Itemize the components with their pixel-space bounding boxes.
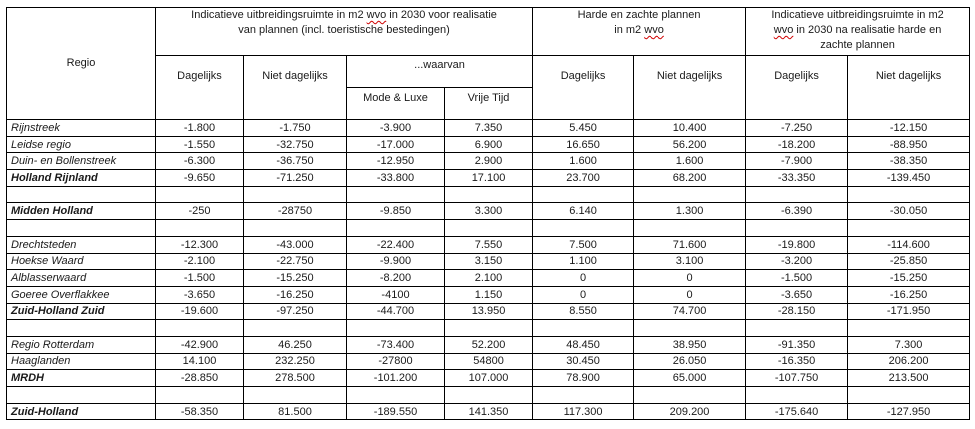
value-cell: -127.950 — [848, 403, 970, 420]
value-cell: 14.100 — [156, 353, 244, 370]
value-cell: 71.600 — [634, 236, 746, 253]
value-cell: 0 — [533, 286, 634, 303]
value-cell: -12.150 — [848, 120, 970, 137]
value-cell: -36.750 — [244, 153, 347, 170]
value-cell: -107.750 — [746, 370, 848, 387]
empty-cell — [746, 387, 848, 404]
spacer-row — [7, 186, 970, 203]
value-cell: 0 — [634, 270, 746, 287]
table-row — [7, 253, 970, 270]
region-name: Duin- en Bollenstreek — [7, 153, 156, 170]
table-row — [7, 120, 970, 137]
region-name: Haaglanden — [7, 353, 156, 370]
value-cell: 7.550 — [445, 236, 533, 253]
value-cell: -7.250 — [746, 120, 848, 137]
value-cell: -3.650 — [746, 286, 848, 303]
value-cell: -2.100 — [156, 253, 244, 270]
header-niet-dagelijks: Niet dagelijks — [244, 56, 347, 120]
value-cell: -30.050 — [848, 203, 970, 220]
spacer-row — [7, 320, 970, 337]
region-name: Goeree Overflakkee — [7, 286, 156, 303]
region-name: Rijnstreek — [7, 120, 156, 137]
region-name: Hoekse Waard — [7, 253, 156, 270]
empty-cell — [445, 220, 533, 237]
header-mode-luxe: Mode & Luxe — [347, 88, 445, 120]
value-cell: 81.500 — [244, 403, 347, 420]
empty-cell — [445, 186, 533, 203]
empty-cell — [156, 320, 244, 337]
table-row — [7, 136, 970, 153]
value-cell: 10.400 — [634, 120, 746, 137]
value-cell: -15.250 — [848, 270, 970, 287]
value-cell: -1.550 — [156, 136, 244, 153]
value-cell: -9.650 — [156, 170, 244, 187]
empty-cell — [445, 387, 533, 404]
value-cell: -18.200 — [746, 136, 848, 153]
value-cell: -250 — [156, 203, 244, 220]
header-dagelijks: Dagelijks — [156, 56, 244, 120]
header-text: in 2030 na realisatie harde en — [793, 24, 942, 36]
table-row-subtotal — [7, 170, 970, 187]
value-cell: -58.350 — [156, 403, 244, 420]
value-cell: -7.900 — [746, 153, 848, 170]
empty-cell — [156, 220, 244, 237]
spellcheck-word: wvo — [773, 24, 794, 36]
value-cell: -3.900 — [347, 120, 445, 137]
value-cell: -1.800 — [156, 120, 244, 137]
empty-cell — [347, 186, 445, 203]
value-cell: 232.250 — [244, 353, 347, 370]
header-text: in 2030 voor realisatie — [386, 9, 497, 21]
empty-cell — [634, 220, 746, 237]
value-cell: -17.000 — [347, 136, 445, 153]
value-cell: 3.300 — [445, 203, 533, 220]
empty-cell — [848, 320, 970, 337]
empty-cell — [634, 186, 746, 203]
header-text: zachte plannen — [820, 39, 895, 51]
value-cell: 3.100 — [634, 253, 746, 270]
value-cell: 213.500 — [848, 370, 970, 387]
value-cell: 2.100 — [445, 270, 533, 287]
uitbreidingsruimte-table — [6, 7, 970, 420]
table-row — [7, 153, 970, 170]
value-cell: -12.300 — [156, 236, 244, 253]
value-cell: 1.600 — [634, 153, 746, 170]
header-waarvan: ...waarvan — [347, 56, 533, 88]
table-header — [7, 8, 970, 120]
header-regio: Regio — [7, 8, 156, 120]
header-text: Indicatieve uitbreidingsruimte in m2 — [191, 9, 367, 21]
value-cell: -91.350 — [746, 336, 848, 353]
value-cell: -139.450 — [848, 170, 970, 187]
header-group-harde-zachte-plannen — [533, 8, 746, 56]
header-na-dagelijks: Dagelijks — [746, 56, 848, 120]
value-cell: -22.750 — [244, 253, 347, 270]
empty-cell — [746, 186, 848, 203]
value-cell: -1.500 — [156, 270, 244, 287]
value-cell: 5.450 — [533, 120, 634, 137]
value-cell: 0 — [634, 286, 746, 303]
value-cell: 117.300 — [533, 403, 634, 420]
value-cell: 38.950 — [634, 336, 746, 353]
header-text: Harde en zachte plannen — [577, 9, 701, 21]
table-row — [7, 236, 970, 253]
region-name: MRDH — [7, 370, 156, 387]
empty-cell — [244, 387, 347, 404]
value-cell: -171.950 — [848, 303, 970, 320]
table-row — [7, 336, 970, 353]
region-name: Alblasserwaard — [7, 270, 156, 287]
value-cell: 1.600 — [533, 153, 634, 170]
value-cell: 46.250 — [244, 336, 347, 353]
spellcheck-word: wvo — [366, 9, 387, 21]
value-cell: 3.150 — [445, 253, 533, 270]
empty-cell — [7, 220, 156, 237]
value-cell: -101.200 — [347, 370, 445, 387]
empty-cell — [634, 320, 746, 337]
empty-cell — [746, 320, 848, 337]
value-cell: 17.100 — [445, 170, 533, 187]
region-name: Holland Rijnland — [7, 170, 156, 187]
region-name: Zuid-Holland — [7, 403, 156, 420]
value-cell: -97.250 — [244, 303, 347, 320]
header-na-niet-dagelijks: Niet dagelijks — [848, 56, 970, 120]
value-cell: -6.300 — [156, 153, 244, 170]
value-cell: -19.800 — [746, 236, 848, 253]
empty-cell — [7, 320, 156, 337]
region-name: Leidse regio — [7, 136, 156, 153]
value-cell: 1.100 — [533, 253, 634, 270]
value-cell: -9.850 — [347, 203, 445, 220]
value-cell: 65.000 — [634, 370, 746, 387]
value-cell: 7.300 — [848, 336, 970, 353]
spacer-row — [7, 220, 970, 237]
value-cell: 2.900 — [445, 153, 533, 170]
empty-cell — [533, 387, 634, 404]
value-cell: 78.900 — [533, 370, 634, 387]
value-cell: 16.650 — [533, 136, 634, 153]
empty-cell — [7, 387, 156, 404]
empty-cell — [746, 220, 848, 237]
value-cell: 206.200 — [848, 353, 970, 370]
value-cell: -27800 — [347, 353, 445, 370]
value-cell: 56.200 — [634, 136, 746, 153]
value-cell: 7.350 — [445, 120, 533, 137]
value-cell: -175.640 — [746, 403, 848, 420]
value-cell: -28.850 — [156, 370, 244, 387]
value-cell: -4100 — [347, 286, 445, 303]
header-text: Indicatieve uitbreidingsruimte in m2 — [771, 9, 944, 21]
value-cell: -44.700 — [347, 303, 445, 320]
empty-cell — [156, 186, 244, 203]
value-cell: 52.200 — [445, 336, 533, 353]
value-cell: 141.350 — [445, 403, 533, 420]
value-cell: 30.450 — [533, 353, 634, 370]
value-cell: -22.400 — [347, 236, 445, 253]
header-group-uitbreidingsruimte-na — [746, 8, 970, 56]
empty-cell — [533, 320, 634, 337]
value-cell: 8.550 — [533, 303, 634, 320]
value-cell: -32.750 — [244, 136, 347, 153]
header-vrije-tijd: Vrije Tijd — [445, 88, 533, 120]
value-cell: 68.200 — [634, 170, 746, 187]
spellcheck-word: wvo — [644, 24, 664, 36]
value-cell: 13.950 — [445, 303, 533, 320]
value-cell: 1.150 — [445, 286, 533, 303]
value-cell: 74.700 — [634, 303, 746, 320]
empty-cell — [848, 186, 970, 203]
table-row-subtotal — [7, 403, 970, 420]
value-cell: -28750 — [244, 203, 347, 220]
value-cell: 278.500 — [244, 370, 347, 387]
value-cell: -1.500 — [746, 270, 848, 287]
empty-cell — [7, 186, 156, 203]
table-body — [7, 120, 970, 420]
empty-cell — [848, 220, 970, 237]
value-cell: -43.000 — [244, 236, 347, 253]
value-cell: 209.200 — [634, 403, 746, 420]
table-row — [7, 270, 970, 287]
value-cell: -1.750 — [244, 120, 347, 137]
empty-cell — [347, 387, 445, 404]
region-name: Regio Rotterdam — [7, 336, 156, 353]
value-cell: -6.390 — [746, 203, 848, 220]
empty-cell — [445, 320, 533, 337]
spacer-row — [7, 387, 970, 404]
header-text: van plannen (incl. toeristische bestedingen) — [238, 24, 450, 36]
table-row — [7, 286, 970, 303]
empty-cell — [848, 387, 970, 404]
value-cell: -71.250 — [244, 170, 347, 187]
value-cell: 26.050 — [634, 353, 746, 370]
empty-cell — [634, 387, 746, 404]
value-cell: -3.650 — [156, 286, 244, 303]
value-cell: -15.250 — [244, 270, 347, 287]
value-cell: -16.350 — [746, 353, 848, 370]
value-cell: -25.850 — [848, 253, 970, 270]
empty-cell — [533, 186, 634, 203]
value-cell: -8.200 — [347, 270, 445, 287]
value-cell: 1.300 — [634, 203, 746, 220]
value-cell: 6.900 — [445, 136, 533, 153]
value-cell: 54800 — [445, 353, 533, 370]
empty-cell — [156, 387, 244, 404]
value-cell: -16.250 — [244, 286, 347, 303]
empty-cell — [533, 220, 634, 237]
value-cell: -28.150 — [746, 303, 848, 320]
value-cell: -16.250 — [848, 286, 970, 303]
header-harde-niet-dagelijks: Niet dagelijks — [634, 56, 746, 120]
value-cell: -42.900 — [156, 336, 244, 353]
value-cell: 107.000 — [445, 370, 533, 387]
value-cell: -114.600 — [848, 236, 970, 253]
value-cell: -38.350 — [848, 153, 970, 170]
empty-cell — [244, 320, 347, 337]
value-cell: -33.350 — [746, 170, 848, 187]
value-cell: -12.950 — [347, 153, 445, 170]
value-cell: -88.950 — [848, 136, 970, 153]
value-cell: -73.400 — [347, 336, 445, 353]
region-name: Zuid-Holland Zuid — [7, 303, 156, 320]
value-cell: -33.800 — [347, 170, 445, 187]
value-cell: -19.600 — [156, 303, 244, 320]
empty-cell — [347, 220, 445, 237]
value-cell: -189.550 — [347, 403, 445, 420]
empty-cell — [244, 220, 347, 237]
value-cell: 0 — [533, 270, 634, 287]
header-harde-dagelijks: Dagelijks — [533, 56, 634, 120]
header-text: in m2 — [614, 24, 645, 36]
value-cell: -9.900 — [347, 253, 445, 270]
value-cell: 23.700 — [533, 170, 634, 187]
value-cell: 6.140 — [533, 203, 634, 220]
table-row-subtotal — [7, 370, 970, 387]
table-row-subtotal — [7, 203, 970, 220]
header-group-uitbreidingsruimte-voor — [156, 8, 533, 56]
region-name: Midden Holland — [7, 203, 156, 220]
table-row — [7, 353, 970, 370]
value-cell: 7.500 — [533, 236, 634, 253]
empty-cell — [347, 320, 445, 337]
table-row-subtotal — [7, 303, 970, 320]
region-name: Drechtsteden — [7, 236, 156, 253]
empty-cell — [244, 186, 347, 203]
value-cell: -3.200 — [746, 253, 848, 270]
value-cell: 48.450 — [533, 336, 634, 353]
